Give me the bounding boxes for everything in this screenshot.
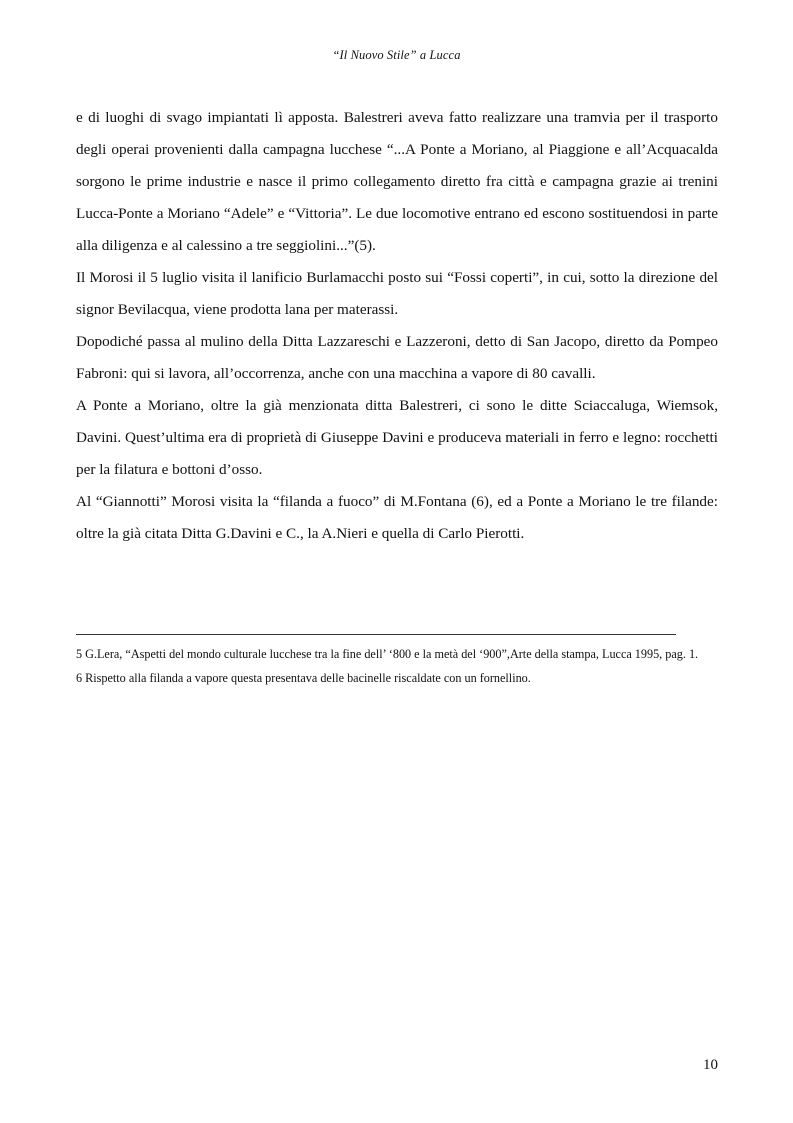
paragraph-ponte-a-moriano: A Ponte a Moriano, oltre la già menzionata ditta Balestreri, ci sono le ditte Sciaccaluga, Wiemsok, Davini. Quest’ultima era di proprietà di Giuseppe Davini e produceva materiali in ferro e legno: rocchetti per la filatura e bottoni d’osso.: [76, 397, 718, 478]
body-text: [76, 102, 718, 550]
paragraph-tramway: e di luoghi di svago impiantati lì apposta. Balestreri aveva fatto realizzare una tramvia per il trasporto degli operai provenienti dalla campagna lucchese “...A Ponte a Moriano, al Piaggione e all’Acquacalda sorgono le prime industrie e nasce il primo collegamento diretto fra città e campagna grazie ai trenini Lucca-Ponte a Moriano “Adele” e “Vittoria”. Le due locomotive entrano ed escono sostituendosi in parte alla diligenza e al calessino a tre seggiolini...”(5).: [76, 109, 718, 254]
footnotes: [76, 642, 718, 690]
footnote-divider: [76, 634, 676, 635]
running-header: “Il Nuovo Stile” a Lucca: [332, 48, 461, 62]
paragraph-burlamacchi: Il Morosi il 5 luglio visita il lanificio Burlamacchi posto sui “Fossi coperti”, in cui, sotto la direzione del signor Bevilacqua, viene prodotta lana per materassi.: [76, 269, 718, 318]
paragraph-filande: Al “Giannotti” Morosi visita la “filanda a fuoco” di M.Fontana (6), ed a Ponte a Moriano le tre filande: oltre la già citata Ditta G.Davini e C., la A.Nieri e quella di Carlo Pierotti.: [76, 493, 718, 542]
paragraph-mulino: Dopodiché passa al mulino della Ditta Lazzareschi e Lazzeroni, detto di San Jacopo, diretto da Pompeo Fabroni: qui si lavora, all’occorrenza, anche con una macchina a vapore di 80 cavalli.: [76, 333, 718, 382]
page-number: 10: [703, 1057, 718, 1073]
footnote-6: 6 Rispetto alla filanda a vapore questa presentava delle bacinelle riscaldate con un fornellino.: [76, 671, 531, 685]
footnote-5: 5 G.Lera, “Aspetti del mondo culturale lucchese tra la fine dell’ ‘800 e la metà del ‘900”,Arte della stampa, Lucca 1995, pag. 1.: [76, 647, 699, 661]
